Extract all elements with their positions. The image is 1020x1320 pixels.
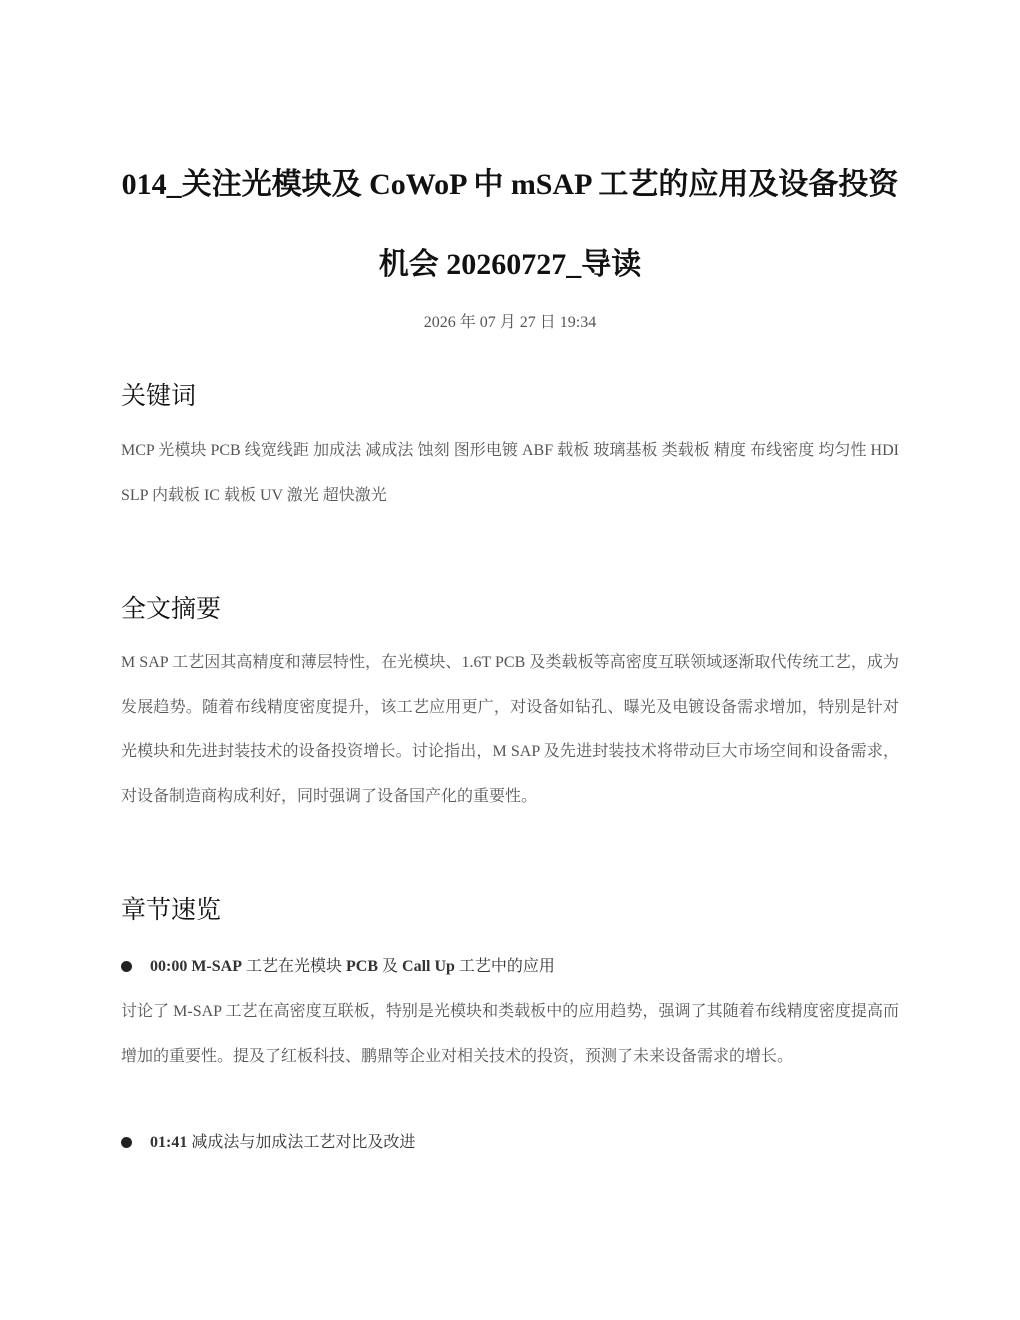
chapter-item-0-title [191, 958, 555, 975]
document-date: 2026 年 07 月 27 日 19:34 [423, 314, 597, 331]
summary-heading: 全文摘要 [121, 596, 222, 623]
keywords-text: MCP 光模块 PCB 线宽线距 加成法 减成法 蚀刻 图形电镀 ABF 载板 玻璃基板 类载板 精度 布线密度 均匀性 HDI SLP 内载板 IC 载板 UV 激光 超快激光 [121, 442, 899, 504]
chapter-item-0-title-part-0: M-SAP [191, 958, 242, 975]
chapter-item-1-time: 01:41 [150, 1134, 188, 1151]
chapter-item-0-title-part-2: PCB [346, 958, 378, 975]
document-title-text: 014_关注光模块及 CoWoP 中 mSAP 工艺的应用及设备投资机会 20260727_导读 [121, 168, 899, 281]
bullet-dot-icon [121, 961, 132, 972]
summary-text: M SAP 工艺因其高精度和薄层特性，在光模块、1.6T PCB 及类载板等高密度互联领域逐渐取代传统工艺，成为发展趋势。随着布线精度密度提升，该工艺应用更广，对设备如钻孔、曝光及电镀设备需求增加，特别是针对光模块和先进封装技术的设备投资增长。讨论指出，M SAP 及先进封装技术将带动巨大市场空间和设备需求，对设备制造商构成利好，同时强调了设备国产化的重要性。 [121, 654, 899, 805]
chapter-item-0-title-part-5: 工艺中的应用 [454, 958, 555, 975]
chapter-item-0-title-part-3: 及 [378, 958, 403, 975]
chapter-item-0-time: 00:00 [150, 958, 188, 975]
keywords-heading: 关键词 [121, 383, 197, 410]
bullet-dot-icon [121, 1137, 132, 1148]
chapters-heading: 章节速览 [121, 897, 222, 924]
chapter-item-0-title-part-1: 工艺在光模块 [241, 958, 346, 975]
document-title [121, 145, 899, 305]
chapter-item-0-title-part-4: Call Up [402, 958, 455, 975]
chapter-item-1-title [191, 1134, 415, 1151]
chapter-item-0-heading [150, 955, 555, 979]
chapter-item-0-description: 讨论了 M-SAP 工艺在高密度互联板，特别是光模块和类载板中的应用趋势，强调了其随着布线精度密度提高而增加的重要性。提及了红板科技、鹏鼎等企业对相关技术的投资，预测了未来设备需求的增长。 [121, 1003, 899, 1065]
chapter-item-1-heading [150, 1131, 415, 1155]
chapter-item-1-title-part-0: 减成法与加成法工艺对比及改进 [191, 1134, 416, 1151]
